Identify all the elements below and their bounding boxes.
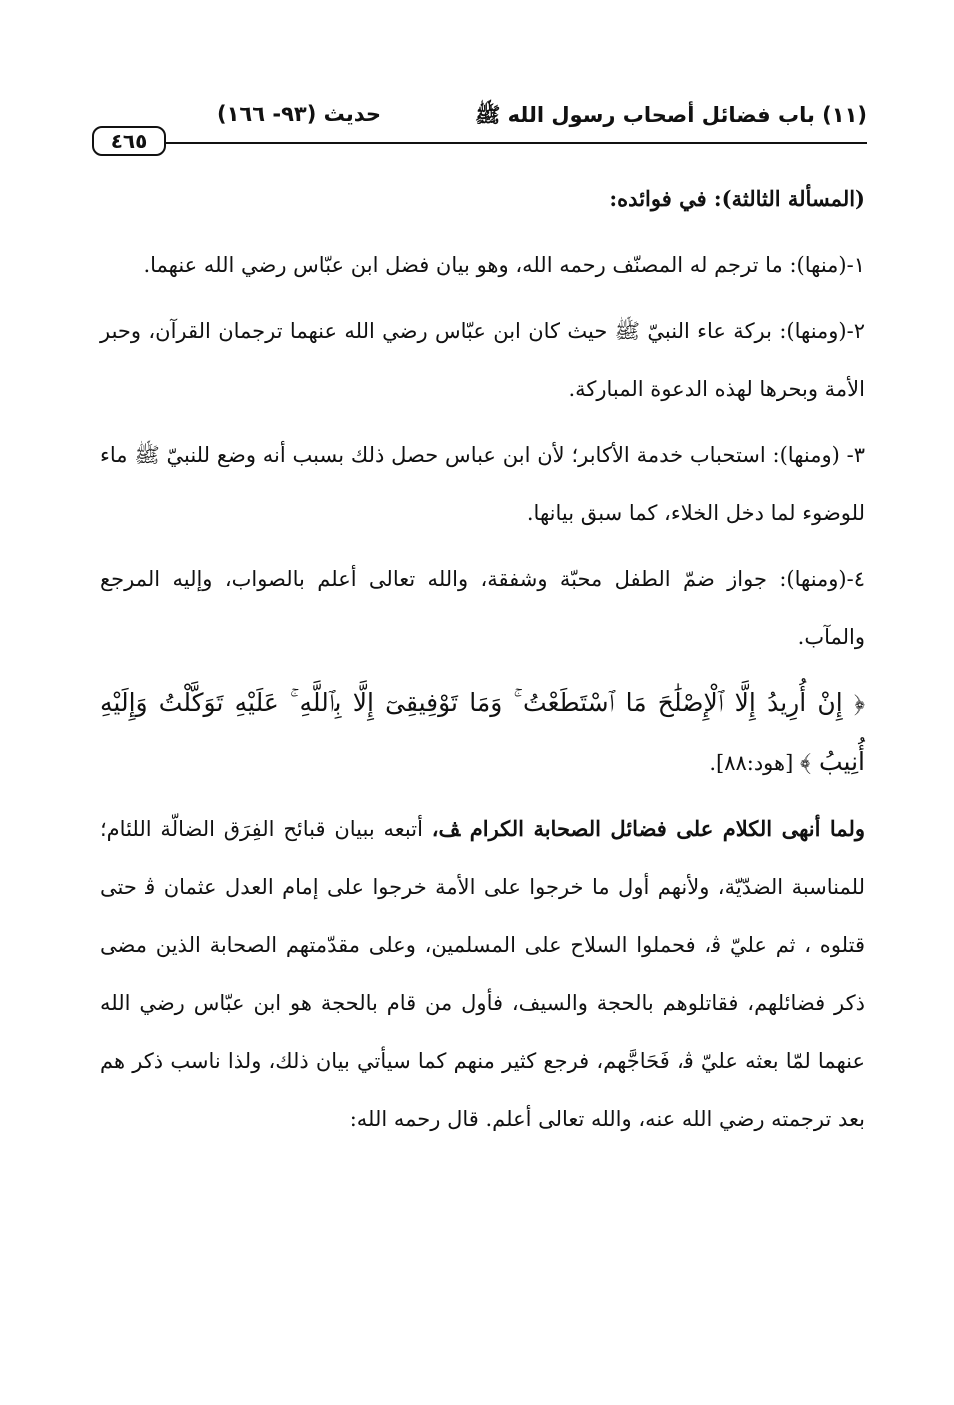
item-2-text: بركة عاء النبيّ ﷺ حيث كان ابن عبّاس رضي الله عنهما ترجمان القرآن، وحبر الأمة وبحرها لهذه الدعوة المباركة. [100, 319, 865, 401]
section-heading-text: (المسألة الثالثة): في فوائده: [609, 186, 865, 211]
item-3-text: استحباب خدمة الأكابر؛ لأن ابن عباس حصل ذلك بسبب أنه وضع للنبيّ ﷺ ماء للوضوء لما دخل الخلاء، كما سبق بيانها. [100, 443, 865, 525]
hadith-range: حديث (٩٣- ١٦٦) [216, 102, 382, 126]
item-1-text: ما ترجم له المصنّف رحمه الله، وهو بيان فضل ابن عبّاس رضي الله عنهما. [143, 253, 790, 277]
item-2-label: ٢-(ومنها): [779, 319, 865, 343]
page-header [92, 96, 867, 158]
benefit-item-3 [100, 426, 865, 542]
item-4-text: جواز ضمّ الطفل محبّة وشفقة، والله تعالى أعلم بالصواب، وإليه المرجع والمآب. [100, 567, 865, 649]
chapter-title: (١١) باب فضائل أصحاب رسول الله ﷺ [474, 103, 867, 127]
benefit-item-2 [100, 302, 865, 418]
benefit-item-1 [100, 236, 865, 294]
closing-lead: ولما أنهى الكلام على فضائل الصحابة الكرام ﭫ، [431, 816, 865, 841]
verse-reference: [هود:٨٨]. [709, 751, 800, 775]
item-3-label: ٣- (ومنها): [772, 443, 865, 467]
header-rule [162, 142, 867, 144]
item-1-label: ١-(منها): [789, 253, 865, 277]
closing-paragraph [100, 800, 865, 1148]
benefit-item-4 [100, 550, 865, 666]
item-4-label: ٤-(ومنها): [779, 567, 865, 591]
page-body [100, 170, 865, 1148]
page-number: ٤٦٥ [92, 126, 166, 156]
quran-verse [100, 674, 865, 792]
closing-text: أتبعه ببيان قبائح الفِرَق الضالّة اللئام؛ للمناسبة الضدّيّة، ولأنهم أول ما خرجوا على الأمة خرجوا على إمام العدل عثمان ﭬ حتى قتلوه ، ثم عليّ ﭬ، فحملوا السلاح على المسلمين، وعلى مقدّمتهم الصحابة الذين مضى ذكر فضائلهم، فقاتلوهم بالحجة والسيف، فأول من قام بالحجة هو ابن عبّاس رضي الله عنهما لمّا بعثه عليّ ﭬ، فَحَاجَّهم، فرجع كثير منهم كما سيأتي بيان ذلك، ولذا ناسب ذكر هم بعد ترجمته رضي الله عنه، والله تعالى أعلم. قال رحمه الله: [100, 817, 865, 1131]
section-heading [100, 170, 865, 228]
verse-text: ﴿ إِنْ أُرِيدُ إِلَّا ٱلْإِصْلَٰحَ مَا ٱسْتَطَعْتُ ۚ وَمَا تَوْفِيقِىٓ إِلَّا بِٱللَّهِ ۚ عَلَيْهِ تَوَكَّلْتُ وَإِلَيْهِ أُنِيبُ ﴾ [100, 688, 865, 776]
